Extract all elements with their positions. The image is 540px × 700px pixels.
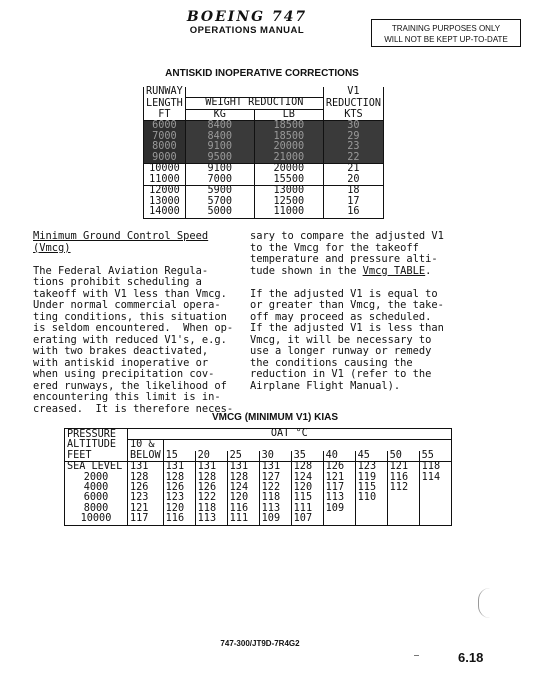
weight-lb-cell: 12500	[254, 197, 323, 208]
temp-header: 25	[227, 451, 259, 462]
left-column	[33, 231, 233, 415]
antiskid-row	[144, 175, 384, 186]
v1-header-2: REDUCTION	[323, 98, 383, 110]
vmcg-value-cell: 126	[163, 483, 195, 493]
runway-header-1: RUNWAY	[144, 87, 186, 98]
vmcg-row	[65, 462, 452, 473]
vmcg-value-cell: 117	[128, 514, 164, 525]
runway-length-cell: 14000	[144, 207, 186, 218]
v1-reduction-cell: 18	[323, 186, 383, 197]
vmcg-value-cell: 120	[163, 504, 195, 514]
vmcg-row	[65, 514, 452, 525]
vmcg-row	[65, 483, 452, 493]
antiskid-title: ANTISKID INOPERATIVE CORRECTIONS	[165, 68, 359, 79]
vmcg-value-cell: 122	[195, 493, 227, 503]
vmcg-value-cell	[419, 483, 451, 493]
weight-reduction-header: WEIGHT REDUCTION	[185, 98, 323, 110]
pressure-altitude-cell: 6000	[83, 492, 109, 504]
vmcg-value-cell: 118	[259, 493, 291, 503]
vmcg-value-cell: 123	[128, 493, 164, 503]
pressure-altitude-cell: SEA LEVEL	[67, 461, 123, 473]
antiskid-shaded-rows	[144, 121, 384, 164]
vmcg-value-cell: 128	[291, 462, 323, 473]
runway-length-cell: 8000	[144, 142, 186, 153]
vmcg-value-cell: 123	[355, 462, 387, 473]
vmcg-value-cell: 114	[419, 473, 451, 483]
runway-header-2: LENGTH	[144, 98, 186, 110]
v1-reduction-cell: 17	[323, 197, 383, 208]
vmcg-value-cell: 128	[163, 473, 195, 483]
notice-line-1: TRAINING PURPOSES ONLY	[391, 24, 501, 33]
vmcg-value-cell: 131	[259, 462, 291, 473]
vmcg-value-cell	[387, 493, 419, 503]
training-notice	[371, 19, 521, 47]
vmcg-value-cell: 111	[291, 504, 323, 514]
vmcg-value-cell	[387, 514, 419, 525]
vmcg-value-cell: 115	[355, 483, 387, 493]
runway-length-cell: 12000	[144, 186, 186, 197]
vmcg-value-cell	[387, 504, 419, 514]
v1-reduction-cell: 22	[323, 153, 383, 164]
antiskid-row	[144, 153, 384, 164]
runway-length-cell: 7000	[144, 132, 186, 143]
temp-header: 30	[259, 451, 291, 462]
weight-lb-cell: 15500	[254, 175, 323, 186]
right-paragraph-1-end: .	[425, 264, 432, 277]
vmcg-table-title: VMCG (MINIMUM V1) KIAS	[211, 412, 339, 423]
temp-header: 50	[387, 451, 419, 462]
temp-header: 20	[195, 451, 227, 462]
weight-lb-cell: 21000	[254, 153, 323, 164]
vmcg-value-cell: 131	[195, 462, 227, 473]
left-body-text: The Federal Aviation Regula- tions prohibit scheduling a takeoff with V1 less than Vmcg. Under normal commercial opera- ting conditions, this situation is seldom encountered. When op- erating with reduced V1's, e.g. with two brakes deactivated, with antiskid inoperative or when using precipitation cov- ered runways, the likelihood of encountering this limit is in- creased. It is therefore neces-	[33, 264, 234, 415]
weight-kg-cell: 9500	[185, 153, 254, 164]
kg-header: KG	[185, 109, 254, 121]
vmcg-value-cell: 111	[227, 514, 259, 525]
weight-lb-cell: 11000	[254, 207, 323, 218]
weight-lb-cell: 18500	[254, 121, 323, 132]
vmcg-value-cell	[355, 514, 387, 525]
antiskid-rows-b	[144, 186, 384, 219]
section-heading-1: Minimum Ground Control Speed	[33, 230, 209, 242]
right-column	[250, 231, 444, 392]
vmcg-value-cell: 123	[163, 493, 195, 503]
vmcg-value-cell: 120	[227, 493, 259, 503]
vmcg-value-cell: 118	[419, 462, 451, 473]
vmcg-value-cell: 124	[291, 473, 323, 483]
weight-lb-cell: 20000	[254, 142, 323, 153]
runway-length-cell: 13000	[144, 197, 186, 208]
vmcg-value-cell: 128	[227, 473, 259, 483]
vmcg-value-cell: 120	[291, 483, 323, 493]
antiskid-row	[144, 207, 384, 218]
v1-reduction-cell: 30	[323, 121, 383, 132]
section-heading-2: (Vmcg)	[33, 241, 71, 254]
antiskid-rows-a	[144, 164, 384, 186]
vmcg-value-cell: 121	[323, 473, 355, 483]
vmcg-value-cell: 116	[387, 473, 419, 483]
vmcg-value-cell: 122	[259, 483, 291, 493]
pressure-header-3: FEET	[65, 451, 128, 462]
v1-reduction-cell: 20	[323, 175, 383, 186]
v1-reduction-cell: 21	[323, 164, 383, 175]
weight-kg-cell: 8400	[185, 121, 254, 132]
pressure-altitude-cell: 8000	[83, 502, 109, 514]
brand-logo: BOEING 747	[186, 9, 308, 25]
temp-header: 45	[355, 451, 387, 462]
vmcg-value-cell: 131	[227, 462, 259, 473]
vmcg-value-cell	[323, 514, 355, 525]
vmcg-value-cell	[355, 504, 387, 514]
v1-reduction-cell: 16	[323, 207, 383, 218]
vmcg-value-cell: 128	[195, 473, 227, 483]
antiskid-row	[144, 142, 384, 153]
vmcg-value-cell: 131	[128, 462, 164, 473]
weight-kg-cell: 5900	[185, 186, 254, 197]
vmcg-table-reference: Vmcg TABLE	[362, 264, 426, 277]
vmcg-value-cell: 112	[387, 483, 419, 493]
runway-length-cell: 10000	[144, 164, 186, 175]
runway-length-cell: 11000	[144, 175, 186, 186]
antiskid-row	[144, 121, 384, 132]
weight-kg-cell: 5000	[185, 207, 254, 218]
vmcg-value-cell	[419, 504, 451, 514]
temp-header: 15	[163, 451, 195, 462]
weight-kg-cell: 9100	[185, 142, 254, 153]
footer-code: 747-300/JT9D-7R4G2	[220, 639, 300, 648]
antiskid-row	[144, 164, 384, 175]
pressure-header-1: PRESSURE	[67, 428, 117, 440]
antiskid-row	[144, 186, 384, 197]
vmcg-value-cell: 127	[259, 473, 291, 483]
vmcg-table	[64, 428, 452, 526]
vmcg-value-cell: 126	[128, 483, 164, 493]
weight-kg-cell: 8400	[185, 132, 254, 143]
weight-kg-cell: 7000	[185, 175, 254, 186]
notice-line-2: WILL NOT BE KEPT UP-TO-DATE	[384, 35, 508, 44]
vmcg-body	[65, 462, 452, 525]
weight-lb-cell: 18500	[254, 132, 323, 143]
vmcg-value-cell: 116	[227, 504, 259, 514]
v1-reduction-cell: 23	[323, 142, 383, 153]
vmcg-value-cell	[419, 493, 451, 503]
vmcg-value-cell: 131	[163, 462, 195, 473]
oat-header: OAT °C	[128, 429, 452, 440]
vmcg-value-cell: 117	[323, 483, 355, 493]
right-paragraph-1: sary to compare the adjusted V1 to the Vmcg for the takeoff temperature and pressure alti- tude shown in the	[250, 230, 444, 277]
v1-header-1: V1	[323, 87, 383, 98]
weight-lb-cell: 13000	[254, 186, 323, 197]
margin-tick	[414, 655, 419, 656]
vmcg-value-cell: 119	[355, 473, 387, 483]
weight-lb-cell: 20000	[254, 164, 323, 175]
runway-length-cell: 6000	[144, 121, 186, 132]
v1-reduction-cell: 29	[323, 132, 383, 143]
runway-length-cell: 9000	[144, 153, 186, 164]
vmcg-value-cell: 109	[323, 504, 355, 514]
vmcg-value-cell: 115	[291, 493, 323, 503]
vmcg-row	[65, 493, 452, 503]
antiskid-table	[143, 87, 384, 219]
temp-header: 55	[419, 451, 451, 462]
vmcg-value-cell: 113	[323, 493, 355, 503]
pressure-header-2: ALTITUDE	[67, 439, 117, 451]
vmcg-value-cell: 107	[291, 514, 323, 525]
temp-header: 40	[323, 451, 355, 462]
vmcg-row	[65, 504, 452, 514]
vmcg-value-cell	[419, 514, 451, 525]
v1-header-3: KTS	[323, 109, 383, 121]
temp-header: 35	[291, 451, 323, 462]
vmcg-value-cell: 121	[128, 504, 164, 514]
vmcg-value-cell: 126	[195, 483, 227, 493]
pressure-altitude-cell: 10000	[80, 513, 112, 525]
weight-kg-cell: 9100	[185, 164, 254, 175]
margin-mark	[478, 588, 493, 618]
right-paragraph-2: If the adjusted V1 is equal to or greater than Vmcg, the take- off may proceed as scheduled. If the adjusted V1 is less than Vmcg, it will be necessary to use a longer runway or remedy the conditions causing the reduction in V1 (refer to the Airplane Flight Manual).	[250, 287, 444, 392]
page-number: 6.18	[458, 650, 484, 665]
vmcg-value-cell: 113	[195, 514, 227, 525]
pressure-altitude-cell: 4000	[83, 482, 109, 494]
manual-subtitle: OPERATIONS MANUAL	[189, 25, 305, 36]
vmcg-value-cell: 109	[259, 514, 291, 525]
vmcg-value-cell: 124	[227, 483, 259, 493]
lb-header: LB	[254, 109, 323, 121]
vmcg-value-cell: 118	[195, 504, 227, 514]
temp-header-first: 10 & BELOW	[128, 440, 164, 462]
vmcg-value-cell: 116	[163, 514, 195, 525]
vmcg-value-cell: 110	[355, 493, 387, 503]
vmcg-value-cell: 113	[259, 504, 291, 514]
pressure-altitude-cell: 2000	[83, 471, 109, 483]
runway-header-3: FT	[144, 109, 186, 121]
vmcg-value-cell: 121	[387, 462, 419, 473]
vmcg-value-cell: 128	[128, 473, 164, 483]
weight-kg-cell: 5700	[185, 197, 254, 208]
vmcg-value-cell: 126	[323, 462, 355, 473]
